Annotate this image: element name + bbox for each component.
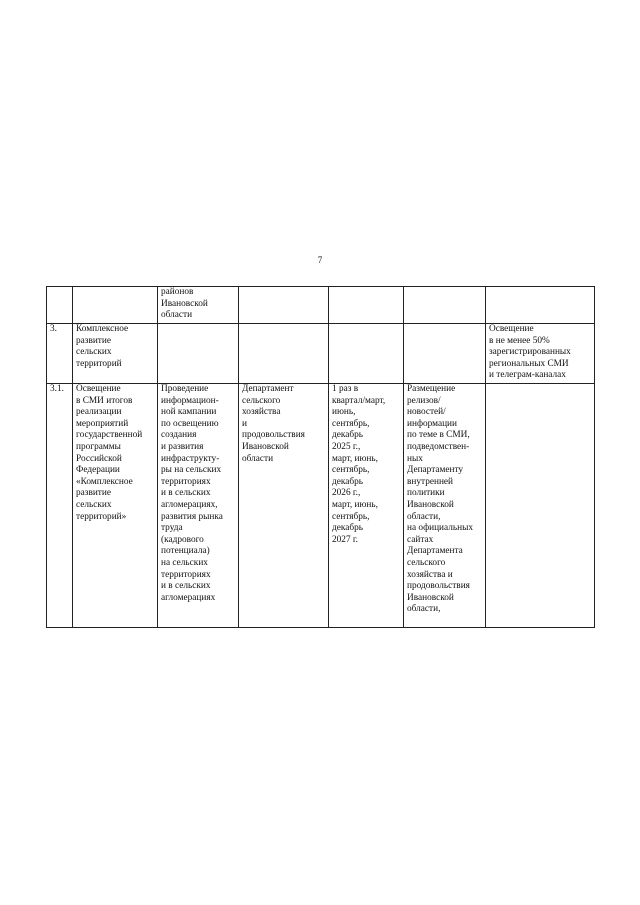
table-row [47,384,595,628]
cell-text-line: Ивановской [407,592,454,603]
cell-text-line: подведомствен- [407,441,470,452]
cell-text-line: области, [407,604,441,615]
cell-text-line: агломерациях, [161,499,218,510]
cell-text-line: на сельских [161,557,208,568]
cell-text-line: 2026 г., [332,488,361,499]
cell-text-line: «Комплексное [76,476,133,487]
cell-text-line: 1 раз в [332,384,359,394]
cell-text-line: реализации [76,407,122,418]
cell-text-line: Освещение [489,324,534,334]
activity-cell [73,287,158,324]
cell-text-line: продовольствия [242,430,305,441]
number-cell [47,384,73,628]
cell-text-line: Федерации [76,465,120,476]
page-number: 7 [317,255,323,265]
cell-text-line: 2025 г., [332,441,361,452]
cell-text-line: потенциала) [161,546,210,557]
cell-text-line: в СМИ итогов [76,395,133,406]
cell-text-line: и в сельских [161,488,211,499]
executor-cell [239,384,329,628]
cell-text-line: районов [161,287,194,297]
cell-text-line: март, июнь, [332,453,378,464]
cell-text-line: и [242,418,247,429]
channel-cell [404,287,486,324]
cell-text-line: программы [76,441,121,452]
cell-text-line: март, июнь, [332,499,378,510]
content-cell [158,287,239,324]
cell-text-line: Ивановской [242,441,289,452]
cell-text-line: области [242,453,274,464]
cell-text-line: 3. [50,324,57,334]
cell-text-line: развитие [76,335,111,346]
cell-text-line: зарегистрированных [489,347,571,358]
cell-text-line: государственной [76,430,143,441]
cell-text-line: Департамент [242,384,294,394]
cell-text-line: сайтах [407,534,434,545]
executor-cell [239,324,329,384]
activity-cell [73,384,158,628]
cell-text-line: Размещение [407,384,456,394]
number-cell [47,287,73,324]
indicator-cell [486,384,595,628]
cell-text-line: новостей/ [407,407,446,418]
table-row [47,287,595,324]
cell-text-line: развитие [76,488,111,499]
cell-text-line: ной кампании [161,407,217,418]
cell-text-line: Проведение [161,384,209,394]
cell-text-line: декабрь [332,476,363,487]
channel-cell [404,324,486,384]
cell-text-line: хозяйства [242,407,281,418]
indicator-cell [486,287,595,324]
cell-text-line: территориях [161,476,211,487]
cell-text-line: декабрь [332,523,363,534]
cell-text-line: Департамента [407,546,463,557]
cell-text-line: Российской [76,453,122,464]
schedule-cell [329,384,404,628]
executor-cell [239,287,329,324]
schedule-cell [329,287,404,324]
cell-text-line: сентябрь, [332,465,370,476]
cell-text-line: территорий [76,358,122,369]
cell-text-line: информацион- [161,395,219,406]
cell-text-line: по освещению [161,418,219,429]
cell-text-line: ры на сельских [161,465,222,476]
table-row [47,324,595,384]
cell-text-line: продовольствия [407,581,470,592]
activity-cell [73,324,158,384]
cell-text-line: и развития [161,441,204,452]
cell-text-line: хозяйства и [407,569,453,580]
cell-text-line: сельских [76,347,112,358]
cell-text-line: мероприятий [76,418,129,429]
cell-text-line: ных [407,453,423,464]
cell-text-line: 3.1. [50,384,64,394]
cell-text-line: развития рынка [161,511,223,522]
cell-text-line: внутренней [407,476,454,487]
cell-text-line: в не менее 50% [489,335,550,346]
cell-text-line: сентябрь, [332,511,370,522]
cell-text-line: Освещение [76,384,121,394]
cell-text-line: агломерациях [161,592,216,603]
cell-text-line: и телеграм-каналах [489,370,566,381]
cell-text-line: и в сельских [161,581,211,592]
cell-text-line: сельского [242,395,281,406]
cell-text-line: по теме в СМИ, [407,430,470,441]
cell-text-line: Ивановской [161,298,208,309]
cell-text-line: квартал/март, [332,395,386,406]
cell-text-line: труда [161,523,183,534]
cell-text-line: Комплексное [76,324,129,334]
cell-text-line: области [161,310,193,321]
cell-text-line: политики [407,488,445,499]
cell-text-line: информации [407,418,458,429]
cell-text-line: территорий» [76,511,127,522]
cell-text-line: создания [161,430,197,441]
cell-text-line: сельских [76,499,112,510]
cell-text-line: релизов/ [407,395,441,406]
cell-text-line: региональных СМИ [489,358,569,369]
cell-text-line: 2027 г. [332,534,359,545]
cell-text-line: инфраструкту- [161,453,220,464]
cell-text-line: декабрь [332,430,363,441]
channel-cell [404,384,486,628]
cell-text-line: сентябрь, [332,418,370,429]
cell-text-line: июнь, [332,407,356,418]
plan-table [46,286,595,628]
cell-text-line: на официальных [407,523,473,534]
indicator-cell [486,324,595,384]
schedule-cell [329,324,404,384]
number-cell [47,324,73,384]
cell-text-line: сельского [407,557,446,568]
cell-text-line: (кадрового [161,534,204,545]
cell-text-line: территориях [161,569,211,580]
cell-text-line: Ивановской [407,499,454,510]
content-cell [158,324,239,384]
content-cell [158,384,239,628]
cell-text-line: Департаменту [407,465,464,476]
cell-text-line: области, [407,511,441,522]
